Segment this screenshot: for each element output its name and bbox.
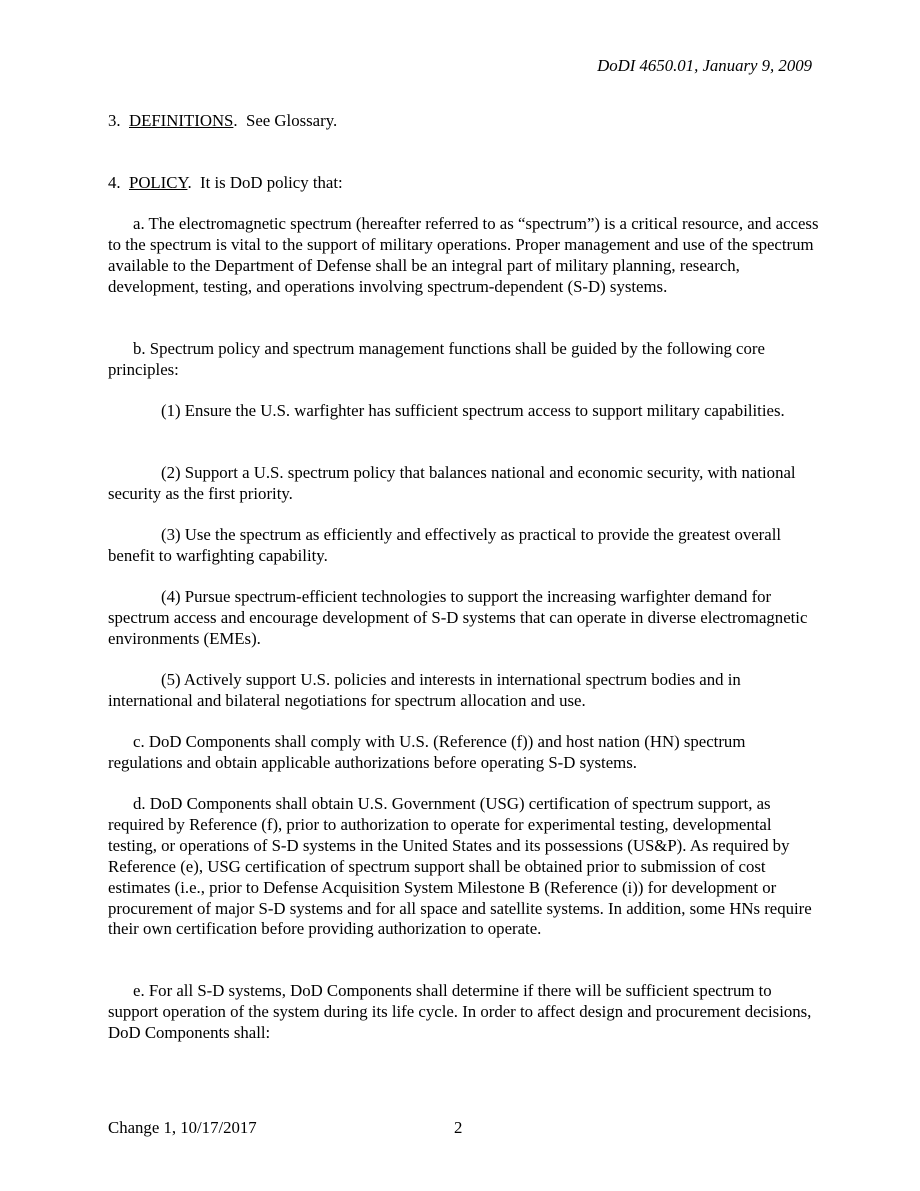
page-number: 2 (454, 1118, 463, 1137)
paragraph-e: e. For all S-D systems, DoD Components shall determine if there will be sufficient spectrum to support operation of the system during its life cycle. In order to affect design and procurement decisions, DoD Components shall: (108, 981, 812, 1042)
paragraph-b1: (1) Ensure the U.S. warfighter has sufficient spectrum access to support military capabilities. (161, 401, 785, 420)
section-definitions: 3. DEFINITIONS. See Glossary. (108, 111, 338, 130)
section-title: POLICY (128, 173, 188, 192)
paragraph-b: b. Spectrum policy and spectrum management functions shall be guided by the following core principles: (108, 339, 765, 379)
section-title: DEFINITIONS (128, 111, 234, 130)
section-number: 3. (108, 111, 121, 130)
paragraph-b2: (2) Support a U.S. spectrum policy that balances national and economic security, with national security as the first priority. (108, 463, 796, 503)
section-text: See Glossary. (246, 111, 338, 130)
section-number: 4. (108, 173, 121, 192)
paragraph-b4: (4) Pursue spectrum-efficient technologies to support the increasing warfighter demand for spectrum access and encourage development of S-D systems that can operate in diverse electromagnetic environments (EMEs). (108, 587, 808, 648)
paragraph-d: d. DoD Components shall obtain U.S. Government (USG) certification of spectrum support, as required by Reference (f), prior to authorization to operate for experimental testing, developmental testing, or operations of S-D systems in the United States and its possessions (US&P). As required by Reference (e), USG certification of spectrum support shall be obtained prior to submission of cost estimates (i.e., prior to Defense Acquisition System Milestone B (Reference (i)) for development or procurement of major S-D systems and for all space and satellite systems. In addition, some HNs require their own certification before providing authorization to operate. (108, 794, 812, 939)
paragraph-b3: (3) Use the spectrum as efficiently and effectively as practical to provide the greatest overall benefit to warfighting capability. (108, 525, 782, 565)
footer-change: Change 1, 10/17/2017 (108, 1118, 257, 1137)
section-policy: 4. POLICY. It is DoD policy that: (108, 173, 343, 192)
paragraph-a: a. The electromagnetic spectrum (hereafter referred to as “spectrum”) is a critical resource, and access to the spectrum is vital to the support of military operations. Proper management and use of the spectrum available to the Department of Defense shall be an integral part of military planning, research, development, testing, and operations involving spectrum-dependent (S-D) systems. (108, 214, 819, 296)
paragraph-c: c. DoD Components shall comply with U.S. (Reference (f)) and host nation (HN) spectrum regulations and obtain applicable authorizations before operating S-D systems. (108, 732, 746, 772)
paragraph-b5: (5) Actively support U.S. policies and interests in international spectrum bodies and in international and bilateral negotiations for spectrum allocation and use. (108, 670, 741, 710)
section-text: It is DoD policy that: (200, 173, 343, 192)
document-header: DoDI 4650.01, January 9, 2009 (597, 56, 812, 75)
